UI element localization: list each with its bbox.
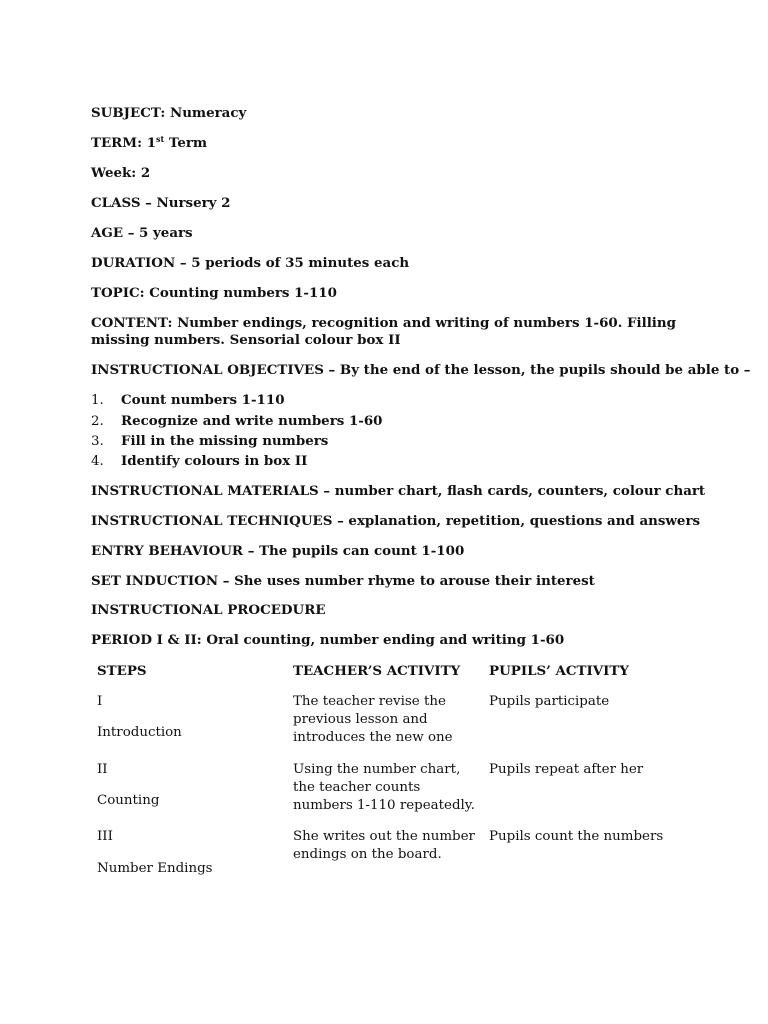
- period-heading: PERIOD I & II: Oral counting, number ending and writing 1-60: [91, 632, 565, 648]
- procedure-heading: INSTRUCTIONAL PROCEDURE: [91, 602, 326, 618]
- objective-text: Identify colours in box II: [121, 453, 308, 469]
- step-number: II: [97, 762, 108, 777]
- step-name: Number Endings: [97, 861, 213, 876]
- pupils-activity-header: PUPILS’ ACTIVITY: [489, 663, 629, 679]
- term-suffix: Term: [164, 135, 208, 151]
- objective-item: [91, 392, 285, 409]
- objective-text: Recognize and write numbers 1-60: [121, 413, 383, 429]
- objective-item: [91, 413, 382, 430]
- entry-behaviour-line: ENTRY BEHAVIOUR – The pupils can count 1-100: [91, 543, 465, 559]
- objective-item: [91, 433, 328, 450]
- objective-number: 3.: [91, 434, 104, 449]
- teacher-activity-cell: She writes out the number endings on the board.: [293, 829, 475, 862]
- set-induction-line: SET INDUCTION – She uses number rhyme to arouse their interest: [91, 573, 595, 589]
- steps-header: STEPS: [97, 663, 147, 679]
- objective-number: 1.: [91, 393, 104, 408]
- subject-line: SUBJECT: Numeracy: [91, 105, 247, 121]
- step-name: Counting: [97, 793, 160, 808]
- term-prefix: TERM: 1: [91, 135, 157, 151]
- pupils-activity-cell: Pupils participate: [489, 694, 610, 709]
- objective-number: 2.: [91, 414, 104, 429]
- week-line: Week: 2: [91, 165, 151, 181]
- step-number: I: [97, 694, 103, 709]
- teacher-activity-cell: Using the number chart, the teacher counts numbers 1-110 repeatedly.: [293, 762, 475, 813]
- age-line: AGE – 5 years: [91, 225, 193, 241]
- objective-number: 4.: [91, 454, 104, 469]
- term-superscript: st: [156, 134, 165, 144]
- step-number: III: [97, 829, 113, 844]
- class-line: CLASS – Nursery 2: [91, 195, 231, 211]
- topic-line: TOPIC: Counting numbers 1-110: [91, 285, 337, 301]
- techniques-line: INSTRUCTIONAL TECHNIQUES – explanation, repetition, questions and answers: [91, 513, 701, 529]
- objective-item: [91, 453, 307, 470]
- materials-line: INSTRUCTIONAL MATERIALS – number chart, flash cards, counters, colour chart: [91, 483, 706, 499]
- objective-text: Count numbers 1-110: [121, 392, 285, 408]
- pupils-activity-cell: Pupils repeat after her: [489, 762, 644, 777]
- objectives-heading: INSTRUCTIONAL OBJECTIVES – By the end of the lesson, the pupils should be able to –: [91, 362, 751, 378]
- objective-text: Fill in the missing numbers: [121, 433, 329, 449]
- step-name: Introduction: [97, 725, 182, 740]
- teacher-activity-header: TEACHER’S ACTIVITY: [293, 663, 461, 679]
- duration-line: DURATION – 5 periods of 35 minutes each: [91, 255, 410, 271]
- term-line: [91, 135, 207, 152]
- content-line: CONTENT: Number endings, recognition and writing of numbers 1-60. Filling missing numbers. Sensorial colour box II: [91, 315, 676, 348]
- pupils-activity-cell: Pupils count the numbers: [489, 829, 664, 844]
- teacher-activity-cell: The teacher revise the previous lesson and introduces the new one: [293, 694, 453, 745]
